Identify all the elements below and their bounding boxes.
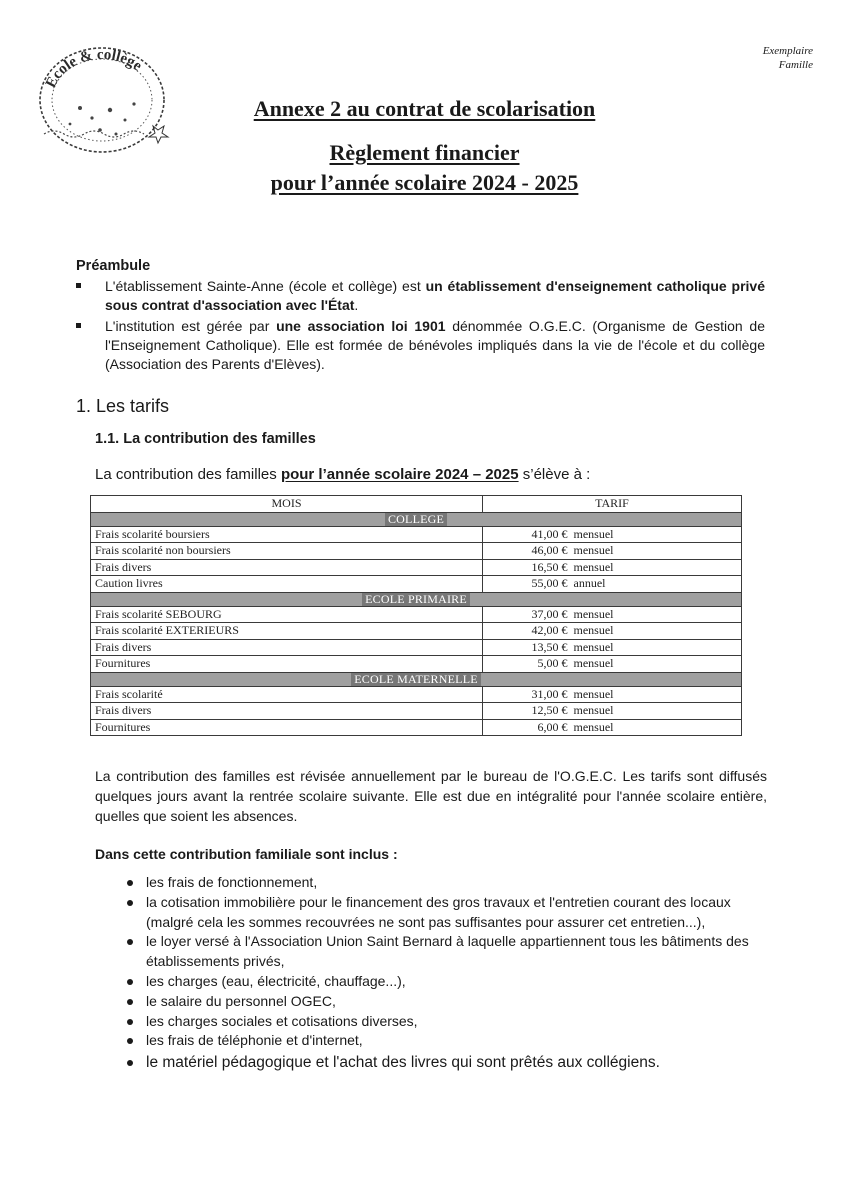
svg-text:Ecole & collège: Ecole & collège — [42, 46, 145, 91]
tariff-table-body — [91, 512, 742, 736]
fee-amount-cell: 5,00 € — [483, 656, 568, 673]
fee-label-cell: Fournitures — [91, 656, 483, 673]
table-row — [91, 606, 742, 623]
fee-label-cell: Frais scolarité SEBOURG — [91, 606, 483, 623]
fee-period-cell: mensuel — [568, 526, 742, 543]
fee-label-cell: Frais scolarité — [91, 686, 483, 703]
section-name: ECOLE PRIMAIRE — [362, 592, 470, 606]
copy-label — [763, 44, 813, 72]
fee-amount-cell: 13,50 € — [483, 639, 568, 656]
fee-period-cell: mensuel — [568, 686, 742, 703]
list-item: le matériel pédagogique et l'achat des livres qui sont prêtés aux collégiens. — [127, 1053, 767, 1073]
section-name: ECOLE MATERNELLE — [351, 672, 481, 686]
section-name-cell — [91, 592, 742, 606]
copy-label-line-1: Exemplaire — [762, 45, 813, 57]
annex-title: Annexe 2 au contrat de scolarisation — [253, 96, 596, 121]
preamble-item-text: L'institution est gérée par une association loi 1901 dénommée O.G.E.C. (Organisme de Gestion de l'Enseignement Catholique). Elle est formée de bénévoles impliqués dans la vie de l'école et du collège (Association des Parents d'Elèves). — [105, 318, 765, 372]
list-item: le loyer versé à l'Association Union Saint Bernard à laquelle appartiennent tous les bâtiments des établissements privés, — [127, 932, 767, 972]
preamble-heading: Préambule — [76, 258, 151, 274]
column-header-mois: MOIS — [91, 496, 483, 513]
table-row — [91, 686, 742, 703]
preamble-item-text: L'établissement Sainte-Anne (école et collège) est un établissement d'enseignement catholique privé sous contrat d'association avec l'État. — [105, 278, 765, 313]
fee-amount-cell: 12,50 € — [483, 703, 568, 720]
table-row — [91, 623, 742, 640]
fee-amount-cell: 41,00 € — [483, 526, 568, 543]
preamble-item — [76, 317, 765, 374]
fee-label-cell: Frais divers — [91, 703, 483, 720]
section-name-cell — [91, 672, 742, 686]
fee-period-cell: annuel — [568, 576, 742, 593]
copy-label-line-2: Famille — [778, 59, 813, 71]
fee-amount-cell: 55,00 € — [483, 576, 568, 593]
list-item: la cotisation immobilière pour le financement des gros travaux et l'entretien courant des locaux (malgré cela les sommes recouvrées ne sont pas suffisantes pour assurer cet entretien...), — [127, 893, 767, 933]
section-name-cell — [91, 512, 742, 526]
table-row — [91, 719, 742, 736]
fee-period-cell: mensuel — [568, 559, 742, 576]
fee-amount-cell: 6,00 € — [483, 719, 568, 736]
fee-amount-cell: 42,00 € — [483, 623, 568, 640]
table-row — [91, 559, 742, 576]
fee-label-cell: Fournitures — [91, 719, 483, 736]
fee-label-cell: Frais scolarité non boursiers — [91, 543, 483, 560]
table-row — [91, 656, 742, 673]
fee-period-cell: mensuel — [568, 639, 742, 656]
list-item: les frais de fonctionnement, — [127, 873, 767, 893]
revision-paragraph: La contribution des familles est révisée annuellement par le bureau de l'O.G.E.C. Les tarifs sont diffusés quelques jours avant la rentrée scolaire suivante. Elle est due en intégralité pour l'année scolaire entière, quelles que soient les absences. — [95, 768, 767, 824]
included-list — [127, 873, 767, 1073]
table-row — [91, 639, 742, 656]
section-name: COLLEGE — [385, 512, 447, 526]
table-section-row — [91, 672, 742, 686]
fee-label-cell: Frais divers — [91, 559, 483, 576]
regulation-title: Règlement financier — [329, 140, 520, 165]
fee-amount-cell: 16,50 € — [483, 559, 568, 576]
fee-label-cell: Caution livres — [91, 576, 483, 593]
table-section-row — [91, 592, 742, 606]
school-year-title: pour l’année scolaire 2024 - 2025 — [270, 170, 579, 195]
section-heading-tarifs: 1. Les tarifs — [76, 396, 170, 416]
fee-period-cell: mensuel — [568, 543, 742, 560]
fee-amount-cell: 46,00 € — [483, 543, 568, 560]
fee-label-cell: Frais scolarité boursiers — [91, 526, 483, 543]
square-bullet-icon — [76, 323, 81, 328]
fee-period-cell: mensuel — [568, 623, 742, 640]
table-row — [91, 526, 742, 543]
table-row — [91, 703, 742, 720]
table-section-row — [91, 512, 742, 526]
included-heading: Dans cette contribution familiale sont inclus : — [95, 846, 398, 862]
square-bullet-icon — [76, 283, 81, 288]
fee-period-cell: mensuel — [568, 606, 742, 623]
subsection-heading-contribution: 1.1. La contribution des familles — [95, 431, 316, 447]
list-item: les frais de téléphonie et d'internet, — [127, 1031, 767, 1051]
table-header-row — [91, 496, 742, 513]
fee-label-cell: Frais scolarité EXTERIEURS — [91, 623, 483, 640]
table-row — [91, 543, 742, 560]
contribution-intro: La contribution des familles pour l’année scolaire 2024 – 2025 s’élève à : — [95, 466, 591, 483]
fee-label-cell: Frais divers — [91, 639, 483, 656]
preamble-item — [76, 277, 765, 315]
fee-period-cell: mensuel — [568, 719, 742, 736]
list-item: les charges (eau, électricité, chauffage...), — [127, 972, 767, 992]
table-row — [91, 576, 742, 593]
fee-amount-cell: 37,00 € — [483, 606, 568, 623]
column-header-tarif: TARIF — [483, 496, 742, 513]
fee-period-cell: mensuel — [568, 703, 742, 720]
list-item: le salaire du personnel OGEC, — [127, 992, 767, 1012]
tariff-table — [90, 495, 742, 736]
fee-amount-cell: 31,00 € — [483, 686, 568, 703]
list-item: les charges sociales et cotisations diverses, — [127, 1012, 767, 1032]
fee-period-cell: mensuel — [568, 656, 742, 673]
